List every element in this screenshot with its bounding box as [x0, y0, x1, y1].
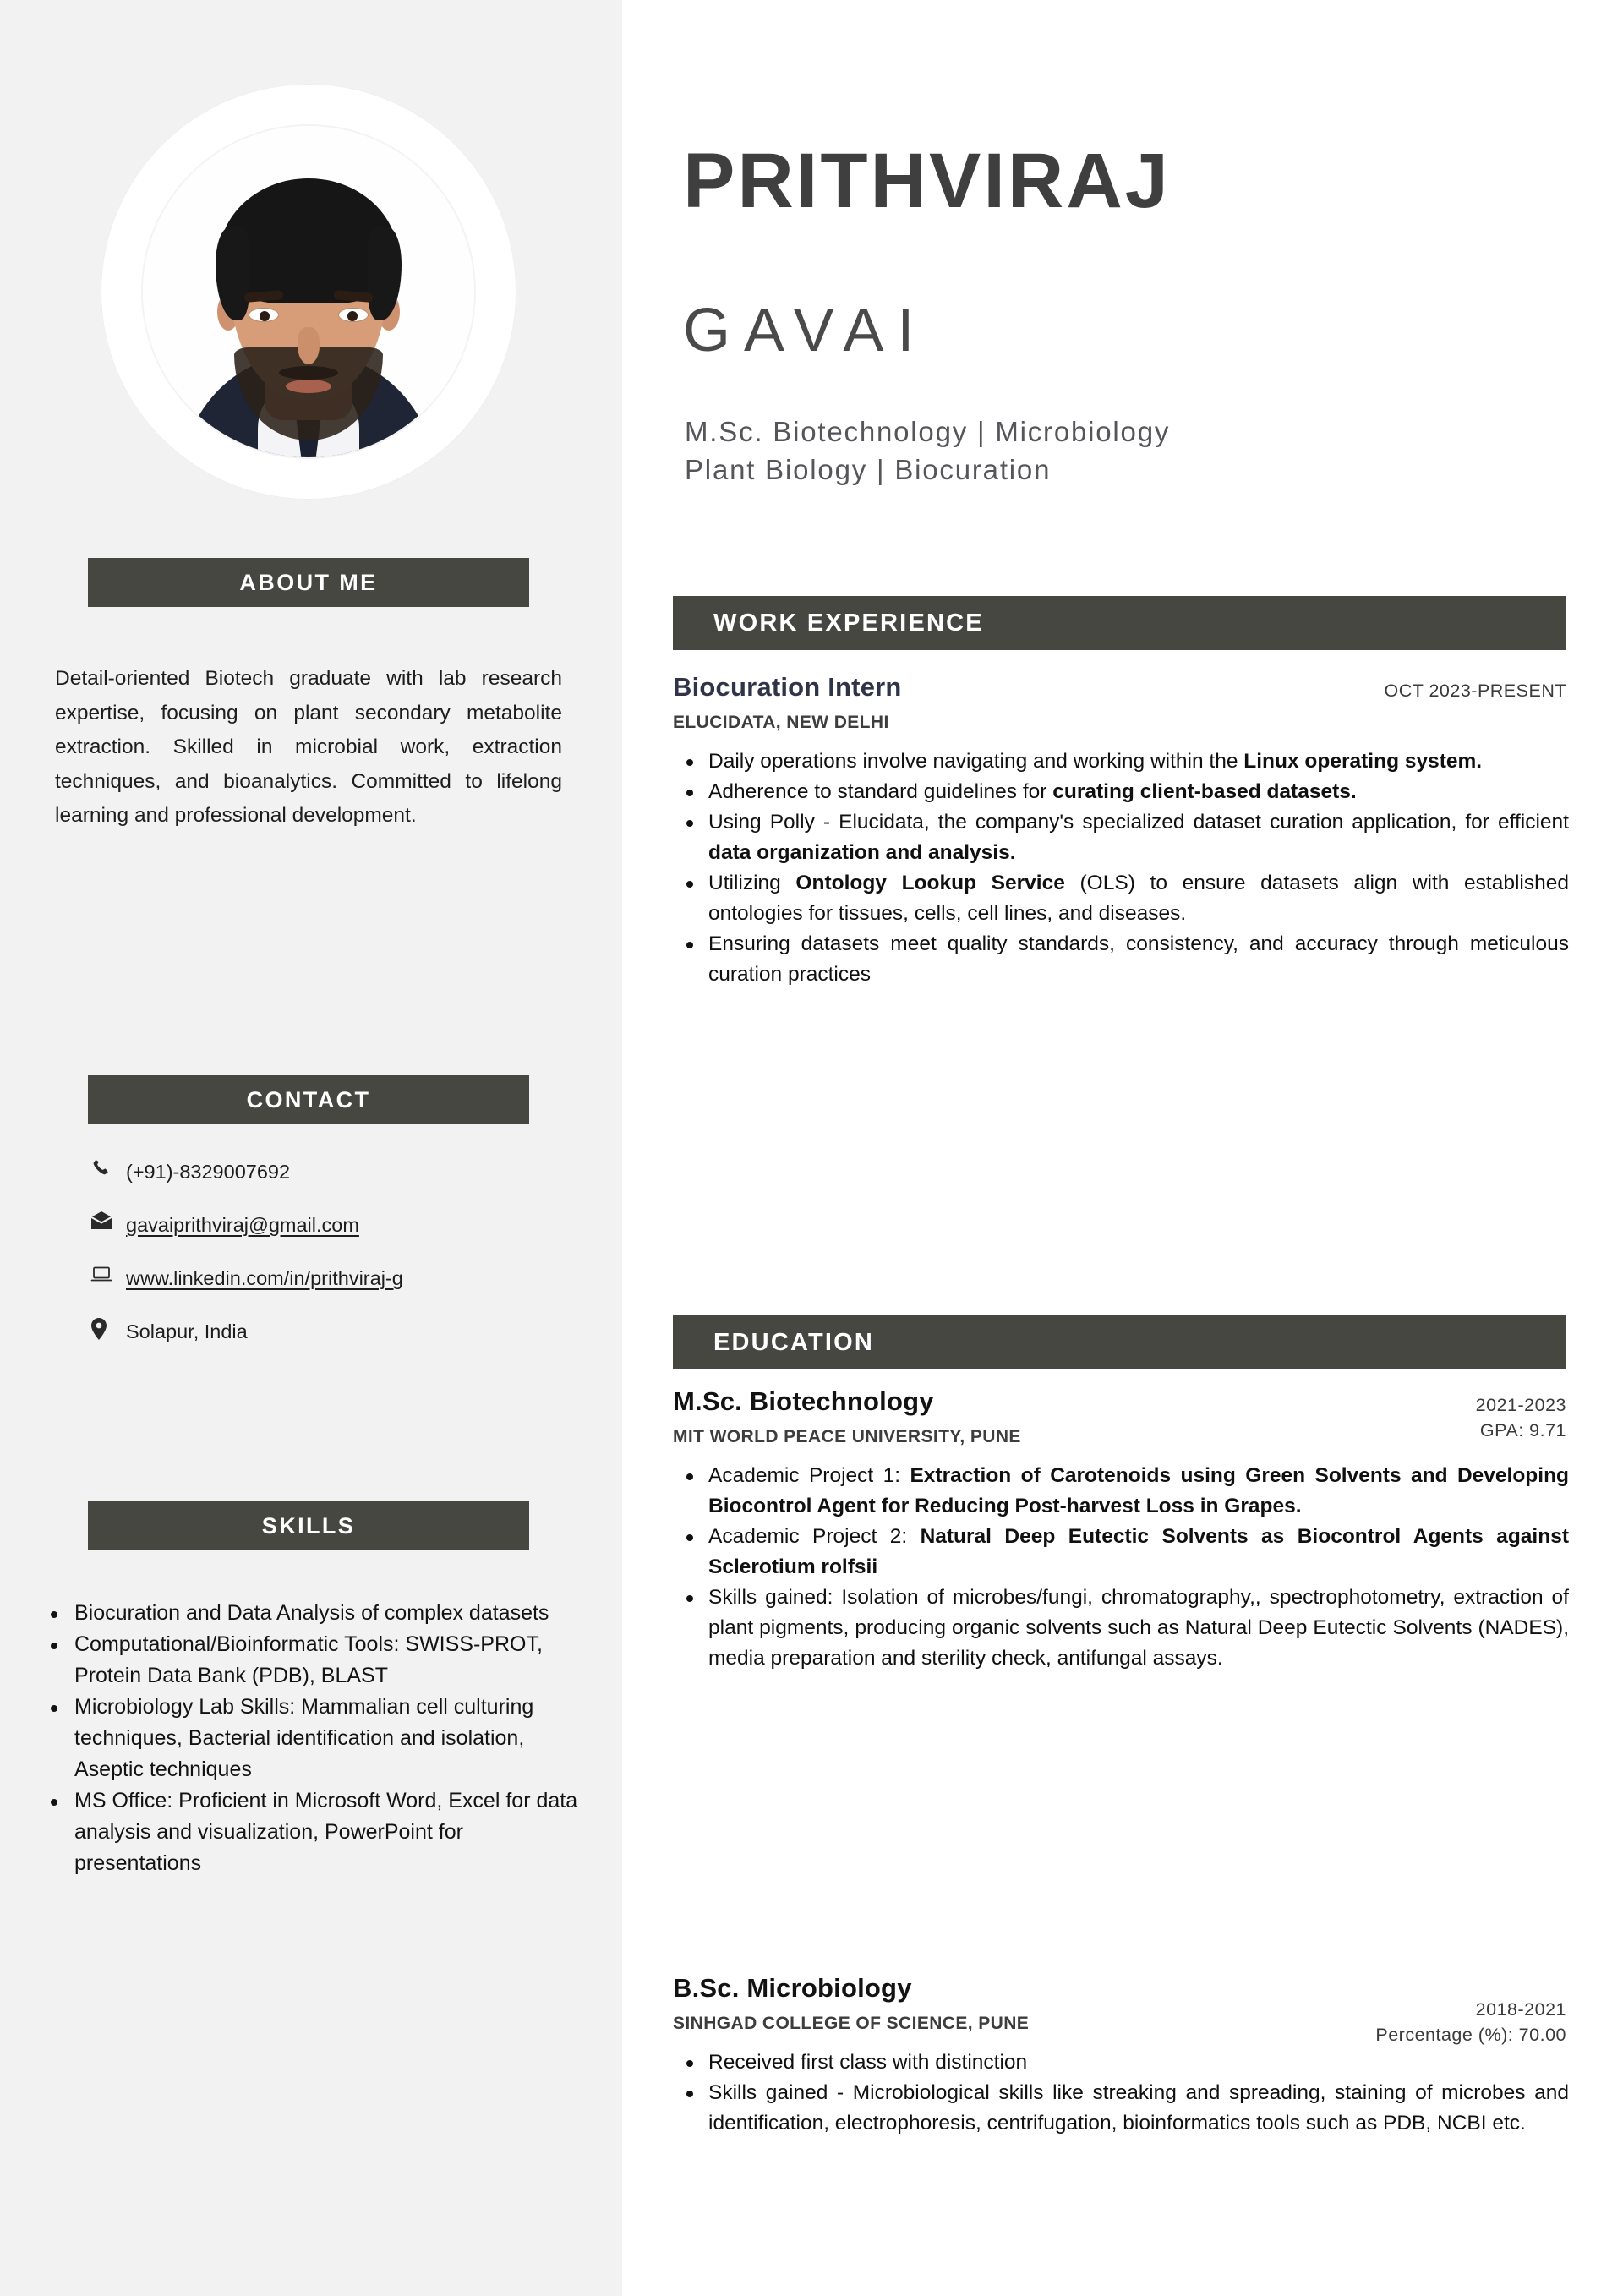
page-title-last-name: GAVAI	[683, 297, 928, 364]
work-employer: ELUCIDATA, NEW DELHI	[673, 713, 889, 732]
about-me-heading: ABOUT ME	[239, 569, 378, 595]
laptop-icon	[90, 1265, 119, 1283]
bullet-pre: Utilizing	[708, 872, 796, 894]
list-item	[673, 777, 1569, 807]
list-item	[673, 807, 1569, 868]
education-bullet-list	[673, 2047, 1569, 2139]
bullet-pre: Skills gained - Microbiological skills like streaking and spreading, staining of microbes and identification, electrophoresis, centrifugation, bioinformatics tools such as PDB, NCBI etc.	[708, 2081, 1569, 2135]
bullet-pre: Daily operations involve navigating and working within the	[708, 750, 1244, 773]
bullet-bold: curating client-based datasets.	[1052, 780, 1357, 803]
avatar	[143, 126, 474, 457]
list-item	[673, 2078, 1569, 2139]
education-degree: B.Sc. Microbiology	[673, 1973, 912, 2003]
education-dates	[1476, 1392, 1566, 1443]
list-item: Biocuration and Data Analysis of complex datasets	[44, 1598, 593, 1629]
headline-line-2: Plant Biology | Biocuration	[685, 454, 1052, 485]
main-column	[622, 0, 1623, 2296]
education-entry-head	[673, 1973, 1569, 2045]
list-item	[673, 868, 1569, 929]
work-experience-section-header	[673, 596, 1566, 650]
education-percentage: Percentage (%): 70.00	[1375, 2025, 1566, 2045]
envelope-icon	[90, 1211, 119, 1230]
sidebar	[0, 0, 622, 2296]
skills-list	[44, 1598, 593, 1879]
education-gpa: GPA: 9.71	[1479, 1420, 1566, 1440]
list-item: Microbiology Lab Skills: Mammalian cell culturing techniques, Bacterial identification and isolation, Aseptic techniques	[44, 1692, 593, 1785]
education-institution: SINHGAD COLLEGE OF SCIENCE, PUNE	[673, 2014, 1030, 2033]
headline-line-1: M.Sc. Biotechnology | Microbiology	[685, 416, 1171, 447]
bullet-bold: Extraction of Carotenoids using Green Solvents and Developing Biocontrol Agent for Reducing Post-harvest Loss in Grapes.	[708, 1464, 1569, 1517]
bullet-pre: Ensuring datasets meet quality standards, consistency, and accuracy through meticulous curation practices	[708, 932, 1569, 986]
contact-heading: CONTACT	[246, 1086, 371, 1112]
list-item	[673, 929, 1569, 990]
education-degree: M.Sc. Biotechnology	[673, 1386, 934, 1416]
professional-headline	[685, 413, 1170, 489]
education-institution: MIT WORLD PEACE UNIVERSITY, PUNE	[673, 1427, 1021, 1446]
bullet-pre: Received first class with distinction	[708, 2051, 1028, 2074]
skills-section-header	[88, 1501, 529, 1550]
bullet-pre: Adherence to standard guidelines for	[708, 780, 1053, 803]
bullet-bold: Linux operating system.	[1243, 750, 1483, 773]
contact-section-header	[88, 1075, 529, 1124]
education-bullet-list	[673, 1461, 1569, 1674]
about-me-section-header	[88, 558, 529, 607]
contact-item-email[interactable]	[90, 1211, 615, 1239]
contact-item-phone[interactable]	[90, 1158, 615, 1186]
list-item	[673, 2047, 1569, 2078]
about-me-text: Detail-oriented Biotech graduate with lab research expertise, focusing on plant secondary metabolite extraction. Skilled in microbial work, extraction techniques, and bioanalytics. Committed to lifelong learning and professional development.	[55, 667, 562, 827]
bullet-bold: Ontology Lookup Service	[795, 872, 1065, 894]
work-entry-dates: OCT 2023-PRESENT	[1384, 681, 1566, 701]
bullet-bold: Natural Deep Eutectic Solvents as Biocontrol Agents against Sclerotium rolfsii	[708, 1525, 1569, 1578]
list-item	[673, 746, 1569, 777]
list-item	[673, 1583, 1569, 1674]
work-entry-head	[673, 672, 1569, 733]
page-title-first-name: PRITHVIRAJ	[683, 138, 1171, 224]
bullet-pre: Using Polly - Elucidata, the company's specialized dataset curation application, for efficient	[708, 811, 1569, 834]
map-pin-icon	[90, 1318, 119, 1340]
education-years: 2018-2021	[1475, 1999, 1566, 2020]
contact-phone-value: (+91)-8329007692	[126, 1161, 291, 1183]
list-item	[673, 1522, 1569, 1583]
work-entry	[673, 672, 1569, 990]
education-section-header	[673, 1315, 1566, 1369]
contact-linkedin-value[interactable]: www.linkedin.com/in/prithviraj-g	[126, 1267, 403, 1289]
education-entry-bsc	[673, 1973, 1569, 2139]
contact-list	[90, 1158, 615, 1371]
bullet-pre: Academic Project 1:	[708, 1464, 910, 1487]
education-entry-msc	[673, 1386, 1569, 1674]
list-item: Computational/Bioinformatic Tools: SWISS-PROT, Protein Data Bank (PDB), BLAST	[44, 1629, 593, 1692]
list-item: MS Office: Proficient in Microsoft Word, Excel for data analysis and visualization, PowerPoint for presentations	[44, 1785, 593, 1879]
education-entry-head	[673, 1386, 1569, 1447]
work-bullet-list	[673, 746, 1569, 990]
work-experience-heading: WORK EXPERIENCE	[713, 609, 984, 637]
profile-photo-frame	[101, 84, 516, 500]
phone-icon	[90, 1158, 119, 1178]
contact-item-location	[90, 1318, 615, 1346]
education-heading: EDUCATION	[713, 1328, 875, 1356]
education-dates	[1375, 1997, 1566, 2047]
work-job-title: Biocuration Intern	[673, 672, 902, 702]
contact-item-linkedin[interactable]	[90, 1265, 615, 1293]
contact-location-value: Solapur, India	[126, 1320, 248, 1342]
list-item	[673, 1461, 1569, 1522]
bullet-pre: Academic Project 2:	[708, 1525, 921, 1548]
bullet-pre: Skills gained: Isolation of microbes/fungi, chromatography,, spectrophotometry, extraction of plant pigments, producing organic solvents such as Natural Deep Eutectic Solvents (NADES), media preparation and sterility check, antifungal assays.	[708, 1586, 1569, 1670]
contact-email-value[interactable]: gavaiprithviraj@gmail.com	[126, 1214, 359, 1236]
skills-heading: SKILLS	[261, 1512, 356, 1539]
bullet-post: (OLS) to ensure datasets align with established ontologies for tissues, cells, cell lines, and diseases.	[708, 872, 1569, 925]
education-years: 2021-2023	[1475, 1395, 1566, 1415]
bullet-bold: data organization and analysis.	[708, 841, 1016, 864]
